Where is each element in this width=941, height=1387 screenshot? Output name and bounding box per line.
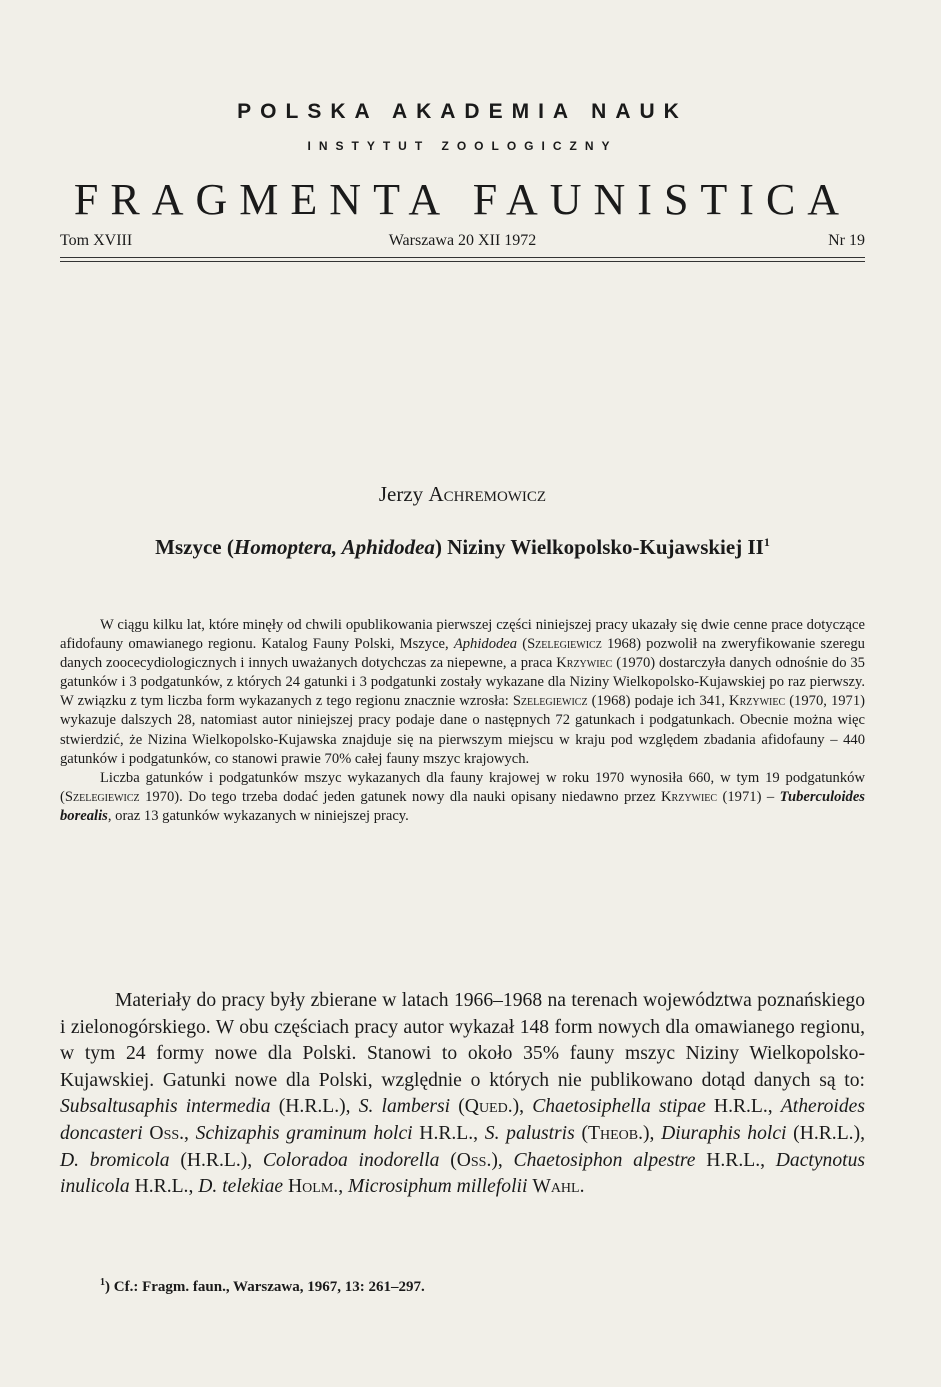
body-paragraph: Materiały do pracy były zbierane w latach 1966–1968 na terenach województwa poznańskiego i zielonogórskiego. W obu częściach pracy autor wykazał 148 form nowych dla omawianego regionu, w tym 24 formy nowe dla Polski. Stanowi to około 35% fauny mszyc Niziny Wielkopolsko-Kujawskiej. Gatunki nowe dla Polski, względnie o których nie publikowano dotąd danych są to: Subsaltusaphis intermedia (H.R.L.), S. lambersi (Qued.), Chaetosiphella stipae H.R.L., Atheroides doncasteri Oss., Schizaphis graminum holci H.R.L., S. palustris (Theob.), Diuraphis holci (H.R.L.), D. bromicola (H.R.L.), Coloradoa inodorella (Oss.), Chaetosiphon alpestre H.R.L., Dactynotus inulicola H.R.L., D. telekiae Holm., Microsiphum millefolii Wahl. [60,990,865,1198]
title-part: ) Niziny Wielkopolsko-Kujawskiej II [434,535,764,559]
header-rule-bottom [60,261,865,262]
footnote-marker: 1 [763,535,770,549]
author-first-name: Jerzy [378,482,424,506]
volume: Tom XVIII [60,232,133,249]
body-text [60,988,865,1201]
abstract-paragraph: W ciągu kilku lat, które minęły od chwili opublikowania pierwszej części niniejszej pracy ukazały się dwie cenne prace dotyczące afidofauny omawianego regionu. Katalog Fauny Polski, Mszyce, Aphidodea (Szelegiewicz 1968) pozwolił na zweryfikowanie szeregu danych zoocecydiologicznych i innych uważanych dotychczas za niepewne, a praca Krzywiec (1970) dostarczyła danych odnośnie do 35 gatunków i 3 podgatunków, z których 24 gatunki i 3 podgatunki zostały wykazane dla Niziny Wielkopolsko-Kujawskiej po raz pierwszy. W związku z tym liczba form wykazanych z tego regionu znacznie wzrosła: Szelegiewicz (1968) podaje ich 341, Krzywiec (1970, 1971) wykazuje dalszych 28, natomiast autor niniejszej pracy podaje dane o następnych 72 gatunkach i podgatunkach. Obecnie można więc stwierdzić, że Nizina Wielkopolsko-Kujawska znajduje się na pierwszym miejscu w kraju pod względem zbadania afidofauny – 440 gatunków i podgatunków, co stanowi prawie 70% całej fauny mszyc krajowych. [60,617,865,767]
article-title [60,535,865,560]
journal-title: FRAGMENTA FAUNISTICA [73,175,852,224]
academy-name: POLSKA AKADEMIA NAUK [237,100,688,123]
title-part: Mszyce ( [155,535,234,559]
footnote-text: ) Cf.: Fragm. faun., Warszawa, 1967, 13: 261–297. [105,1279,425,1295]
footnote-number: 1 [100,1277,105,1288]
journal-page [60,0,865,1387]
author [60,482,865,507]
footnote [100,1277,800,1296]
abstract [60,616,865,826]
issue-number: Nr 19 [828,232,865,249]
title-taxon: Homoptera, Aphidodea [233,535,435,559]
issue-info [60,232,865,254]
header-rule-top [60,257,865,258]
abstract-paragraph: Liczba gatunków i podgatunków mszyc wykazanych dla fauny krajowej w roku 1970 wynosiła 660, w tym 19 podgatunków (Szelegiewicz 1970). Do tego trzeba dodać jeden gatunek nowy dla nauki opisany niedawno przez Krzywiec (1971) – Tuberculoides borealis, oraz 13 gatunków wykazanych w niniejszej pracy. [60,769,865,824]
institute-name: INSTYTUT ZOOLOGICZNY [307,139,618,153]
author-last-name: Achremowicz [428,482,547,506]
issue-date: Warszawa 20 XII 1972 [388,232,537,249]
